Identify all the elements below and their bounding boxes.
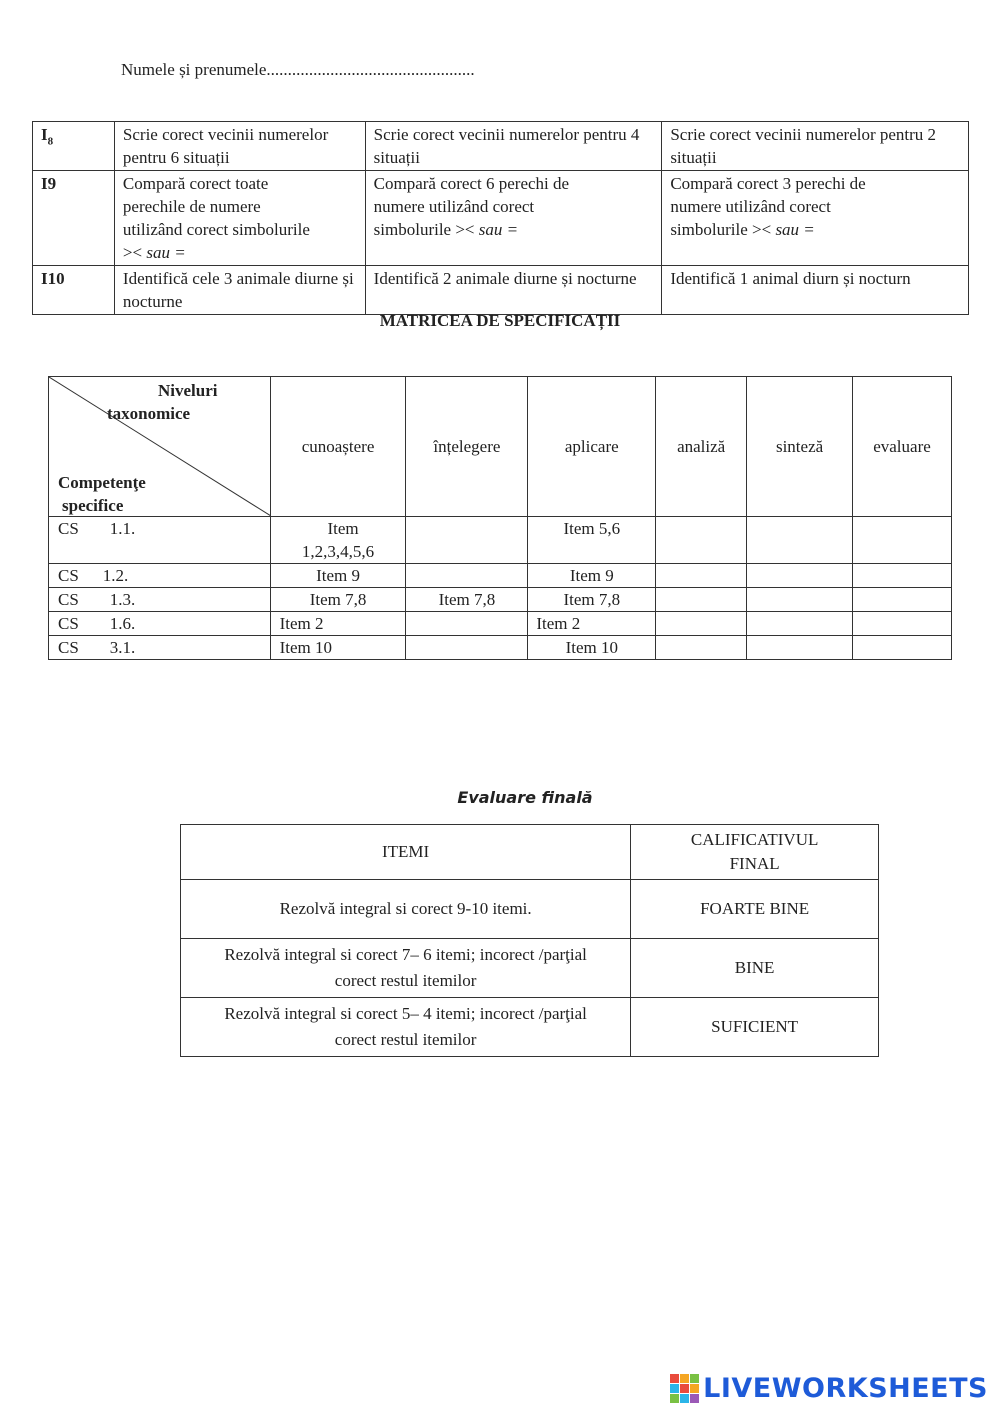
grade-value: FOARTE BINE	[631, 880, 879, 939]
criteria-mid: Scrie corect vecinii numerelor pentru 4 situații	[365, 122, 662, 171]
matrix-cell	[747, 636, 853, 660]
criteria-high: Identifică cele 3 animale diurne și nocturne	[114, 266, 365, 315]
column-header: analiză	[656, 377, 747, 517]
column-header: evaluare	[853, 377, 952, 517]
matrix-cell: Item 10	[270, 636, 406, 660]
competence-code: CS 1.1.	[49, 517, 271, 564]
table-row	[181, 825, 879, 880]
matrix-cell	[747, 564, 853, 588]
competence-code: CS 1.6.	[49, 612, 271, 636]
table-row	[181, 880, 879, 939]
criteria-table	[32, 121, 969, 315]
matrix-cell: Item 1,2,3,4,5,6	[270, 517, 406, 564]
name-line: Numele și prenumele.................................................	[121, 60, 475, 79]
matrix-cell	[656, 612, 747, 636]
column-header: înțelegere	[406, 377, 528, 517]
table-row	[33, 171, 969, 266]
table-row	[33, 122, 969, 171]
matrix-corner-cell	[49, 377, 271, 517]
matrix-cell: Item 7,8	[270, 588, 406, 612]
matrix-cell	[853, 612, 952, 636]
matrix-cell	[853, 636, 952, 660]
matrix-cell	[656, 517, 747, 564]
criteria-high: Compară corect toate perechile de numere utilizând corect simbolurile >< sau =	[114, 171, 365, 266]
matrix-title: MATRICEA DE SPECIFICAȚII	[379, 311, 621, 330]
matrix-cell	[747, 588, 853, 612]
matrix-header-row	[49, 377, 952, 517]
items-criteria: Rezolvă integral si corect 7– 6 itemi; incorect /parţial corect restul itemilor	[181, 939, 631, 998]
corner-bottom-label: Competenţe specifice	[58, 473, 146, 515]
table-row	[49, 612, 952, 636]
item-label: $I_8$	[33, 122, 115, 171]
matrix-cell	[853, 588, 952, 612]
item-label: I9	[33, 171, 115, 266]
items-criteria: Rezolvă integral si corect 9-10 itemi.	[181, 880, 631, 939]
competence-code: CS 1.3.	[49, 588, 271, 612]
grade-header: CALIFICATIVUL FINAL	[631, 825, 879, 880]
matrix-cell	[406, 612, 528, 636]
column-header: aplicare	[528, 377, 656, 517]
items-criteria: Rezolvă integral si corect 5– 4 itemi; incorect /parţial corect restul itemilor	[181, 998, 631, 1057]
matrix-cell	[853, 564, 952, 588]
matrix-cell: Item 2	[528, 612, 656, 636]
matrix-cell	[853, 517, 952, 564]
matrix-cell	[406, 517, 528, 564]
criteria-low: Scrie corect vecinii numerelor pentru 2 situații	[662, 122, 969, 171]
matrix-cell: Item 2	[270, 612, 406, 636]
criteria-low: Compară corect 3 perechi de numere utilizând corect simbolurile >< sau =	[662, 171, 969, 266]
matrix-cell	[747, 612, 853, 636]
corner-top-label: Niveluri taxonomice	[107, 381, 218, 423]
criteria-mid: Identifică 2 animale diurne și nocturne	[365, 266, 662, 315]
matrix-cell: Item 7,8	[528, 588, 656, 612]
matrix-cell: Item 7,8	[406, 588, 528, 612]
item-label: I10	[33, 266, 115, 315]
criteria-mid: Compară corect 6 perechi de numere utilizând corect simbolurile >< sau =	[365, 171, 662, 266]
matrix-cell	[656, 564, 747, 588]
matrix-cell: Item 9	[528, 564, 656, 588]
criteria-low: Identifică 1 animal diurn și nocturn	[662, 266, 969, 315]
liveworksheets-logo	[670, 1373, 988, 1404]
matrix-cell: Item 10	[528, 636, 656, 660]
competence-code: CS 3.1.	[49, 636, 271, 660]
matrix-cell	[406, 636, 528, 660]
brand-name: LIVEWORKSHEETS	[703, 1373, 988, 1404]
table-row	[181, 939, 879, 998]
logo-grid-icon	[670, 1374, 699, 1403]
grade-value: SUFICIENT	[631, 998, 879, 1057]
table-row	[49, 517, 952, 564]
matrix-cell	[747, 517, 853, 564]
final-evaluation-table	[180, 824, 879, 1057]
column-header: cunoaștere	[270, 377, 406, 517]
specification-matrix	[48, 376, 952, 660]
matrix-cell	[406, 564, 528, 588]
matrix-cell: Item 5,6	[528, 517, 656, 564]
final-evaluation-title: Evaluare finală	[457, 788, 593, 807]
column-header: sinteză	[747, 377, 853, 517]
table-row	[49, 588, 952, 612]
matrix-cell: Item 9	[270, 564, 406, 588]
table-row	[49, 564, 952, 588]
matrix-cell	[656, 636, 747, 660]
matrix-cell	[656, 588, 747, 612]
items-header: ITEMI	[181, 825, 631, 880]
table-row	[33, 266, 969, 315]
table-row	[181, 998, 879, 1057]
table-row	[49, 636, 952, 660]
grade-value: BINE	[631, 939, 879, 998]
criteria-high: Scrie corect vecinii numerelor pentru 6 situații	[114, 122, 365, 171]
competence-code: CS 1.2.	[49, 564, 271, 588]
